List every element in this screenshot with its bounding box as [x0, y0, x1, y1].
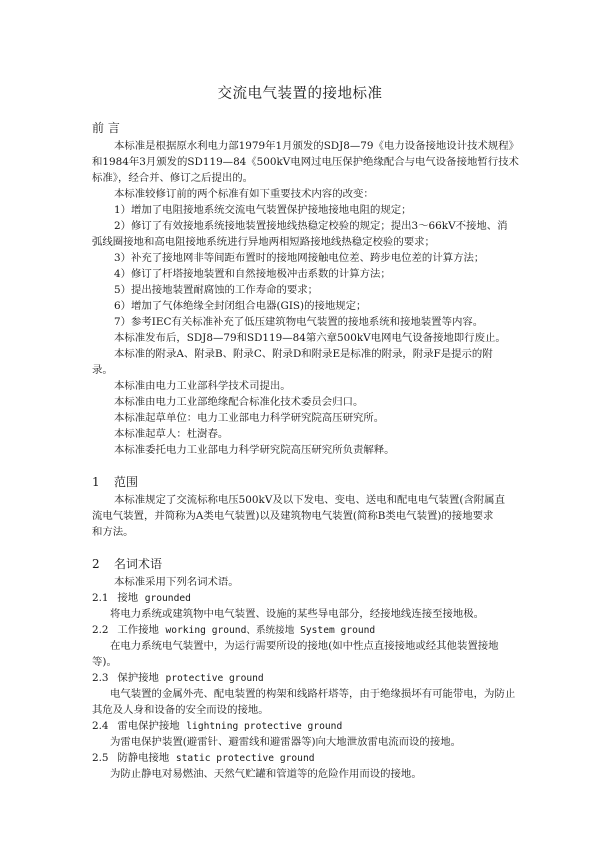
- foreword-item-4: 4）修订了杆塔接地装置和自然接地极冲击系数的计算方法；: [114, 268, 391, 280]
- section-1-line3: 和方法。: [92, 526, 134, 538]
- term-2-1-en: grounded: [144, 593, 191, 604]
- term-2-5-heading: [92, 752, 315, 765]
- document-title: 交流电气装置的接地标准: [217, 86, 383, 102]
- term-2-4-zh: 雷电保护接地: [117, 720, 180, 732]
- term-2-3-en: protective ground: [165, 673, 264, 684]
- term-2-4-heading: [92, 720, 342, 733]
- term-2-5-number: 2.5: [92, 752, 109, 764]
- term-2-3-def-line2: 其危及人身和设备的安全而设的接地。: [92, 704, 269, 716]
- section-1-heading: [92, 476, 138, 489]
- term-2-2-zh: 工作接地: [117, 624, 159, 636]
- foreword-item-2: 2）修订了有效接地系统接地装置接地线热稳定校验的规定；提出3～66kV不接地、消: [114, 220, 508, 232]
- foreword-para4-line1: 本标准的附录A、附录B、附录C、附录D和附录E是标准的附录，附录F是提示的附: [114, 348, 493, 360]
- term-2-3-def-line1: 电气装置的金属外壳、配电装置的构架和线路杆塔等，由于绝缘损坏有可能带电，为防止: [110, 688, 516, 700]
- term-2-2-heading: [92, 624, 375, 637]
- foreword-para2: 本标准较修订前的两个标准有如下重要技术内容的改变：: [114, 188, 374, 200]
- section-1-line1: 本标准规定了交流标称电压500kV及以下发电、变电、送电和配电电气装置(含附属直: [114, 494, 505, 506]
- term-2-1-number: 2.1: [92, 592, 109, 604]
- foreword-item-2-cont: 弧线圈接地和高电阻接地系统进行异地两相短路接地线热稳定校验的要求；: [92, 236, 435, 248]
- term-2-1-zh: 接地: [117, 592, 139, 604]
- foreword-item-5: 5）提出接地装置耐腐蚀的工作寿命的要求；: [114, 284, 319, 296]
- foreword-item-7: 7）参考IEC有关标准补充了低压建筑物电气装置的接地系统和接地装置等内容。: [114, 316, 484, 328]
- section-1-line2: 流电气装置，并简称为A类电气装置)以及建筑物电气装置(简称B类电气装置)的接地要求: [92, 510, 494, 522]
- term-2-3-zh: 保护接地: [117, 672, 159, 684]
- foreword-item-3: 3）补充了接地网非等间距布置时的接地网接触电位差、跨步电位差的计算方法；: [114, 252, 485, 264]
- foreword-para7: 本标准起草单位：电力工业部电力科学研究院高压研究所。: [114, 412, 385, 424]
- foreword-para4-line2: 录。: [92, 364, 113, 376]
- term-2-2-en: working ground、系统接地 System ground: [165, 625, 376, 636]
- term-2-5-en: static protective ground: [175, 753, 315, 764]
- term-2-3-heading: [92, 672, 264, 685]
- section-2-intro: 本标准采用下列名词术语。: [114, 576, 239, 588]
- foreword-para1-line3: 标准》，经合并、修订之后提出的。: [92, 172, 254, 184]
- term-2-1-def-line1: 将电力系统或建筑物中电气装置、设施的某些导电部分，经接地线连接至接地极。: [110, 608, 485, 620]
- term-2-1-heading: [92, 592, 191, 605]
- term-2-5-def-line1: 为防止静电对易燃油、天然气贮罐和管道等的危险作用而设的接地。: [110, 768, 422, 780]
- term-2-3-number: 2.3: [92, 672, 109, 684]
- term-2-2-def-line2: 等)。: [92, 656, 117, 668]
- section-2-number: 2: [92, 557, 100, 571]
- foreword-item-1: 1）增加了电阻接地系统交流电气装置保护接地接地电阻的规定；: [114, 204, 412, 216]
- foreword-para8: 本标准起草人：杜澍春。: [114, 428, 229, 440]
- section-2-title: 名词术语: [114, 557, 163, 571]
- term-2-4-number: 2.4: [92, 720, 109, 732]
- foreword-para3: 本标准发布后，SDJ8—79和SD119—84第六章500kV电网电气设备接地即行废止。: [114, 332, 506, 344]
- term-2-5-zh: 防静电接地: [117, 752, 170, 764]
- section-1-title: 范围: [114, 475, 139, 489]
- foreword-para9: 本标准委托电力工业部电力科学研究院高压研究所负责解释。: [114, 444, 395, 456]
- term-2-4-en: lightning protective ground: [186, 721, 343, 732]
- foreword-para5: 本标准由电力工业部科学技术司提出。: [114, 380, 291, 392]
- term-2-2-number: 2.2: [92, 624, 109, 636]
- section-1-number: 1: [92, 475, 100, 489]
- term-2-4-def-line1: 为雷电保护装置(避雷针、避雷线和避雷器等)向大地泄放雷电流而设的接地。: [110, 736, 461, 748]
- foreword-para6: 本标准由电力工业部绝缘配合标准化技术委员会归口。: [114, 396, 364, 408]
- foreword-para1-line1: 本标准是根据原水利电力部1979年1月颁发的SDJ8—79《电力设备接地设计技术规程》: [114, 140, 519, 152]
- term-2-2-def-line1: 在电力系统电气装置中，为运行需要所设的接地(如中性点直接接地或经其他装置接地: [110, 640, 499, 652]
- foreword-heading: 前 言: [92, 121, 120, 135]
- foreword-para1-line2: 和1984年3月颁发的SD119—84《500kV电网过电压保护绝缘配合与电气设备接地暂行技术: [92, 156, 519, 168]
- foreword-item-6: 6）增加了气体绝缘全封闭组合电器(GIS)的接地规定；: [114, 300, 367, 312]
- section-2-heading: [92, 558, 162, 571]
